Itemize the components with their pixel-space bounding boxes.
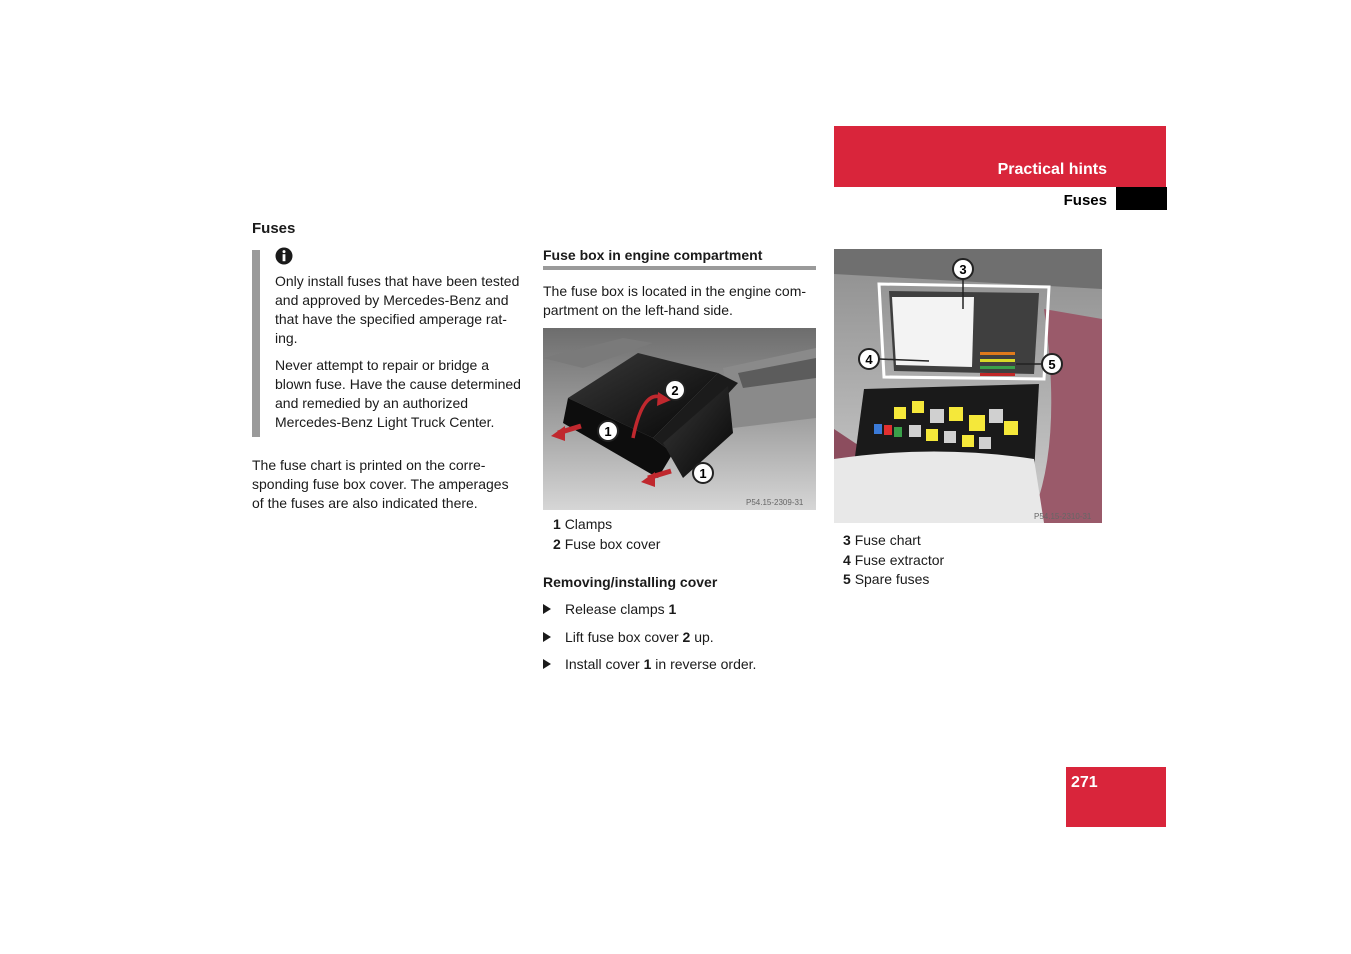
legend-item: 3 Fuse chart [843,532,921,548]
para-line: The fuse chart is printed on the corre- [252,457,486,473]
page-number: 271 [1071,774,1098,791]
svg-text:4: 4 [865,352,873,367]
svg-text:1: 1 [604,424,612,439]
page-title: Fuses [252,220,296,237]
legend-item: 5 Spare fuses [843,571,930,587]
note-line: that have the specified amperage rat- [275,311,507,327]
bullet-arrow-icon [543,659,551,669]
subsection-title-header: Fuses [1063,192,1107,209]
note-line: Only install fuses that have been tested [275,273,520,289]
legend-item: 4 Fuse extractor [843,552,945,568]
legend-item: 1 Clamps [553,516,613,532]
heading-rule [543,266,816,270]
step-item: Lift fuse box cover 2 up. [543,628,714,647]
svg-text:5: 5 [1048,357,1056,372]
note-line: and remedied by an authorized [275,395,469,411]
info-icon [275,247,293,265]
fuse-box-intro [543,282,818,320]
para-line: sponding fuse box cover. The amperages [252,476,509,492]
fuse-box-cover-photo [543,328,816,510]
para-line: of the fuses are also indicated there. [252,495,478,511]
bullet-arrow-icon [543,604,551,614]
fuse-box-open-photo [834,249,1102,523]
header-marker [1116,187,1167,210]
fuse-box-heading: Fuse box in engine compartment [543,247,763,263]
steps-heading: Removing/installing cover [543,574,718,590]
svg-text:2: 2 [671,383,679,398]
image-code: P54.15-2309-31 [746,498,804,507]
fuse-chart-paragraph [252,456,527,513]
note-line: Never attempt to repair or bridge a [275,357,489,373]
svg-text:1: 1 [699,466,707,481]
note-line: ing. [275,330,298,346]
step-item: Release clamps 1 [543,600,676,619]
note-line: Mercedes-Benz Light Truck Center. [275,414,495,430]
intro-line: The fuse box is located in the engine com- [543,283,807,299]
svg-text:3: 3 [959,262,967,277]
legend-item: 2 Fuse box cover [553,536,661,552]
note-paragraph-2 [275,356,527,432]
intro-line: partment on the left-hand side. [543,302,733,318]
note-line: blown fuse. Have the cause determined [275,376,521,392]
note-paragraph-1 [275,272,527,348]
note-bar [252,250,260,437]
bullet-arrow-icon [543,632,551,642]
note-line: and approved by Mercedes-Benz and [275,292,509,308]
image-code: P54.15-2310-31 [1034,512,1092,521]
section-title-header: Practical hints [997,161,1107,178]
step-item: Install cover 1 in reverse order. [543,655,756,674]
